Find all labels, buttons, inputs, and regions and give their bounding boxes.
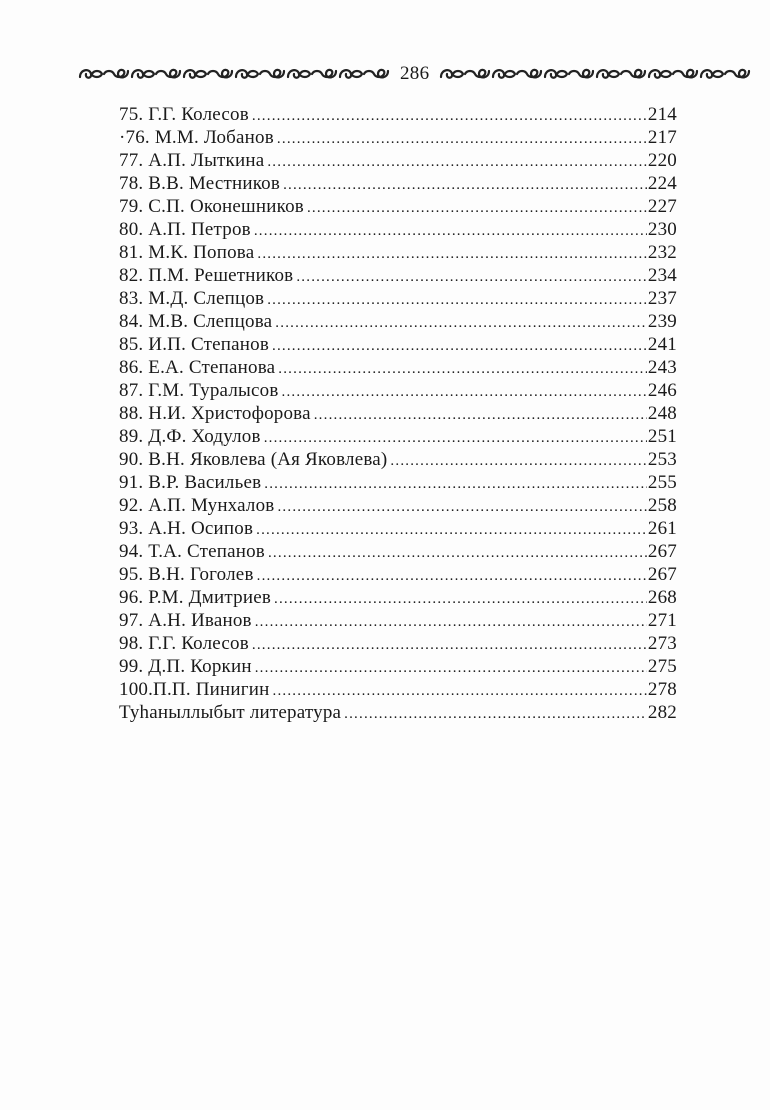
toc-entry-label: 84. М.В. Слепцова bbox=[119, 311, 273, 332]
toc-entry-label: 90. В.Н. Яковлева (Ая Яковлева) bbox=[119, 449, 388, 470]
toc-dot-leader bbox=[273, 680, 647, 703]
toc-entry-label: 86. Е.А. Степанова bbox=[119, 357, 276, 378]
toc-dot-leader bbox=[344, 703, 647, 726]
ornament-unit bbox=[441, 70, 489, 78]
toc-entry-label: 94. Т.А. Степанов bbox=[119, 541, 265, 562]
toc-dot-leader bbox=[274, 588, 647, 611]
toc-entry-page-number: 261 bbox=[647, 518, 677, 539]
toc-entry bbox=[119, 655, 677, 678]
toc-dot-leader bbox=[390, 450, 646, 473]
toc-entry-page-number: 214 bbox=[647, 104, 677, 125]
toc-dot-leader bbox=[252, 634, 647, 657]
toc-entry-label: 100.П.П. Пинигин bbox=[119, 679, 270, 700]
toc-entry bbox=[119, 517, 677, 540]
toc-dot-leader bbox=[255, 611, 647, 634]
ornament-unit bbox=[701, 70, 749, 78]
toc-dot-leader bbox=[268, 542, 647, 565]
toc-entry bbox=[119, 425, 677, 448]
toc-entry bbox=[119, 402, 677, 425]
scroll-ornament-icon bbox=[78, 64, 390, 84]
toc-entry bbox=[119, 448, 677, 471]
toc-entry bbox=[119, 494, 677, 517]
toc-dot-leader bbox=[272, 335, 647, 358]
toc-entry-page-number: 232 bbox=[647, 242, 677, 263]
toc-entry-label: 79. С.П. Оконешников bbox=[119, 196, 304, 217]
toc-entry-page-number: 246 bbox=[647, 380, 677, 401]
toc-entry bbox=[119, 218, 677, 241]
toc-entry bbox=[119, 126, 677, 149]
scroll-ornament-icon bbox=[439, 64, 751, 84]
toc-entry-page-number: 217 bbox=[647, 127, 677, 148]
toc-entry-page-number: 239 bbox=[647, 311, 677, 332]
ornament-unit bbox=[80, 70, 128, 78]
toc-dot-leader bbox=[256, 519, 647, 542]
toc-dot-leader bbox=[257, 565, 647, 588]
toc-entry-label: 78. В.В. Местников bbox=[119, 173, 281, 194]
toc-entry-page-number: 255 bbox=[647, 472, 677, 493]
toc-dot-leader bbox=[267, 151, 647, 174]
toc-entry-label: 80. А.П. Петров bbox=[119, 219, 251, 240]
toc-entry-page-number: 227 bbox=[647, 196, 677, 217]
toc-entry-label: ·76. М.М. Лобанов bbox=[119, 127, 274, 148]
toc-dot-leader bbox=[254, 220, 647, 243]
ornament-band bbox=[439, 65, 751, 83]
ornament-unit bbox=[493, 70, 541, 78]
toc-entry-page-number: 251 bbox=[647, 426, 677, 447]
toc-entry bbox=[119, 356, 677, 379]
toc-entry-label: Туhаныллыбыт литература bbox=[119, 702, 342, 723]
toc-entry-label: 97. А.Н. Иванов bbox=[119, 610, 252, 631]
toc-dot-leader bbox=[314, 404, 647, 427]
toc-dot-leader bbox=[257, 243, 647, 266]
toc-dot-leader bbox=[283, 174, 647, 197]
toc-entry bbox=[119, 609, 677, 632]
toc-entry-label: 83. М.Д. Слепцов bbox=[119, 288, 265, 309]
ornament-unit bbox=[288, 70, 336, 78]
toc-entry-page-number: 243 bbox=[647, 357, 677, 378]
toc-entry-label: 82. П.М. Решетников bbox=[119, 265, 294, 286]
toc-entry bbox=[119, 586, 677, 609]
toc-dot-leader bbox=[255, 657, 647, 680]
ornament-unit bbox=[184, 70, 232, 78]
ornament-unit bbox=[132, 70, 180, 78]
toc-entry-label: 89. Д.Ф. Ходулов bbox=[119, 426, 261, 447]
toc-dot-leader bbox=[296, 266, 647, 289]
toc-entry-page-number: 282 bbox=[647, 702, 677, 723]
toc-entry-page-number: 267 bbox=[647, 564, 677, 585]
toc-entry-label: 81. М.К. Попова bbox=[119, 242, 255, 263]
toc-entry-page-number: 248 bbox=[647, 403, 677, 424]
toc-entry-label: 96. Р.М. Дмитриев bbox=[119, 587, 271, 608]
toc-entry bbox=[119, 678, 677, 701]
toc-entry-page-number: 271 bbox=[647, 610, 677, 631]
toc-entry bbox=[119, 471, 677, 494]
toc-entry-page-number: 258 bbox=[647, 495, 677, 516]
toc-entry-page-number: 267 bbox=[647, 541, 677, 562]
ornament-unit bbox=[597, 70, 645, 78]
toc-entry bbox=[119, 379, 677, 402]
ornament-unit bbox=[236, 70, 284, 78]
table-of-contents bbox=[119, 103, 677, 724]
toc-entry bbox=[119, 310, 677, 333]
toc-entry-page-number: 278 bbox=[647, 679, 677, 700]
page-number: 286 bbox=[400, 63, 430, 84]
toc-entry-page-number: 275 bbox=[647, 656, 677, 677]
toc-entry bbox=[119, 632, 677, 655]
ornament-unit bbox=[545, 70, 593, 78]
toc-entry-page-number: 234 bbox=[647, 265, 677, 286]
toc-entry bbox=[119, 195, 677, 218]
ornament-band bbox=[78, 65, 390, 83]
toc-dot-leader bbox=[264, 427, 647, 450]
toc-entry-label: 92. А.П. Мунхалов bbox=[119, 495, 275, 516]
toc-entry bbox=[119, 540, 677, 563]
toc-entry bbox=[119, 149, 677, 172]
toc-entry-page-number: 273 bbox=[647, 633, 677, 654]
toc-entry-label: 75. Г.Г. Колесов bbox=[119, 104, 249, 125]
toc-dot-leader bbox=[277, 496, 646, 519]
toc-entry-label: 87. Г.М. Туралысов bbox=[119, 380, 279, 401]
toc-entry bbox=[119, 264, 677, 287]
toc-entry-page-number: 241 bbox=[647, 334, 677, 355]
toc-entry-label: 88. Н.И. Христофорова bbox=[119, 403, 311, 424]
toc-entry bbox=[119, 172, 677, 195]
ornament-unit bbox=[649, 70, 697, 78]
toc-entry-label: 95. В.Н. Гоголев bbox=[119, 564, 254, 585]
toc-entry bbox=[119, 701, 677, 724]
toc-dot-leader bbox=[307, 197, 647, 220]
toc-entry bbox=[119, 287, 677, 310]
toc-dot-leader bbox=[264, 473, 647, 496]
toc-dot-leader bbox=[278, 358, 647, 381]
toc-dot-leader bbox=[277, 128, 647, 151]
toc-entry-page-number: 237 bbox=[647, 288, 677, 309]
toc-entry bbox=[119, 241, 677, 264]
toc-entry bbox=[119, 563, 677, 586]
toc-entry bbox=[119, 103, 677, 126]
toc-entry-page-number: 230 bbox=[647, 219, 677, 240]
toc-entry-label: 85. И.П. Степанов bbox=[119, 334, 269, 355]
toc-entry-label: 98. Г.Г. Колесов bbox=[119, 633, 249, 654]
toc-dot-leader bbox=[267, 289, 647, 312]
toc-dot-leader bbox=[275, 312, 647, 335]
toc-entry-page-number: 253 bbox=[647, 449, 677, 470]
toc-dot-leader bbox=[252, 105, 647, 128]
toc-entry-label: 93. А.Н. Осипов bbox=[119, 518, 254, 539]
ornament-unit bbox=[340, 70, 388, 78]
toc-entry-page-number: 220 bbox=[647, 150, 677, 171]
toc-entry-label: 99. Д.П. Коркин bbox=[119, 656, 252, 677]
page-header bbox=[78, 62, 728, 86]
toc-entry-page-number: 268 bbox=[647, 587, 677, 608]
toc-entry-page-number: 224 bbox=[647, 173, 677, 194]
toc-entry-label: 77. А.П. Лыткина bbox=[119, 150, 265, 171]
toc-entry bbox=[119, 333, 677, 356]
toc-dot-leader bbox=[282, 381, 647, 404]
toc-entry-label: 91. В.Р. Васильев bbox=[119, 472, 262, 493]
